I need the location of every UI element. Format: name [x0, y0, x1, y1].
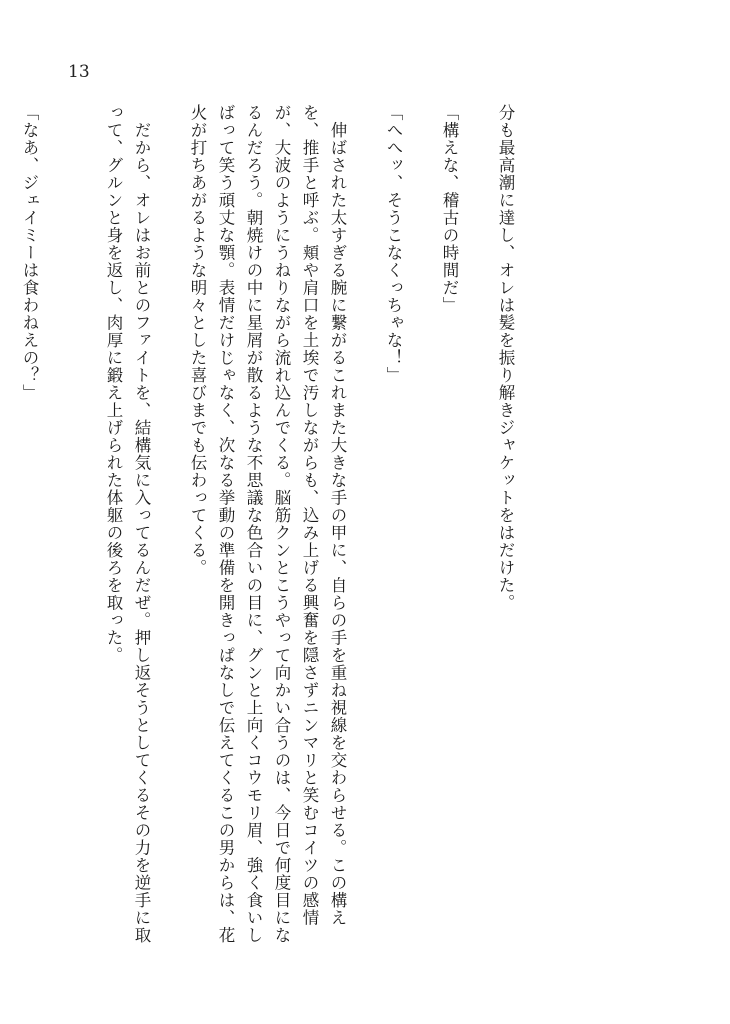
paragraph: だから、オレはお前とのファイトを、結構気に入ってるんだぜ。押し返そうとしてくるその力を逆手に取って、グルンと身を返し、肉厚に鍛え上げられた体躯の後ろを取った。 [104, 104, 151, 944]
page-number: 13 [68, 62, 90, 82]
paragraph: 「構えな、稽古の時間だ」 [440, 104, 459, 314]
paragraph: 「へへッ、そうこなくっちゃな！」 [384, 104, 403, 384]
novel-body [20, 104, 547, 944]
paragraph: 伸ばされた太すぎる腕に繋がるこれまた大きな手の甲に、自らの手を重ね視線を交わらせる。この構えを、推手と呼ぶ。頬や肩口を土埃で汚しながらも、込み上げる興奮を隠さずニンマリと笑むコイツの感情が、大波のようにうねりながら流れ込んでくる。脳筋クンとこうやって向かい合うのは、今日で何度目になるんだろう。朝焼けの中に星屑が散るような不思議な色合いの目に、グンと上向くコウモリ眉、強く食いしばって笑う頑丈な顎。表情だけじゃなく、次なる挙動の準備を開きっぱなしで伝えてくるこの男からは、花火が打ちあがるような明々とした喜びまでも伝わってくる。 [188, 104, 347, 944]
paragraph: 「なあ、ジェイミーは食わねえの？」 [20, 104, 39, 402]
paragraph: 分も最高潮に達し、オレは髪を振り解きジャケットをはだけた。 [496, 104, 515, 612]
